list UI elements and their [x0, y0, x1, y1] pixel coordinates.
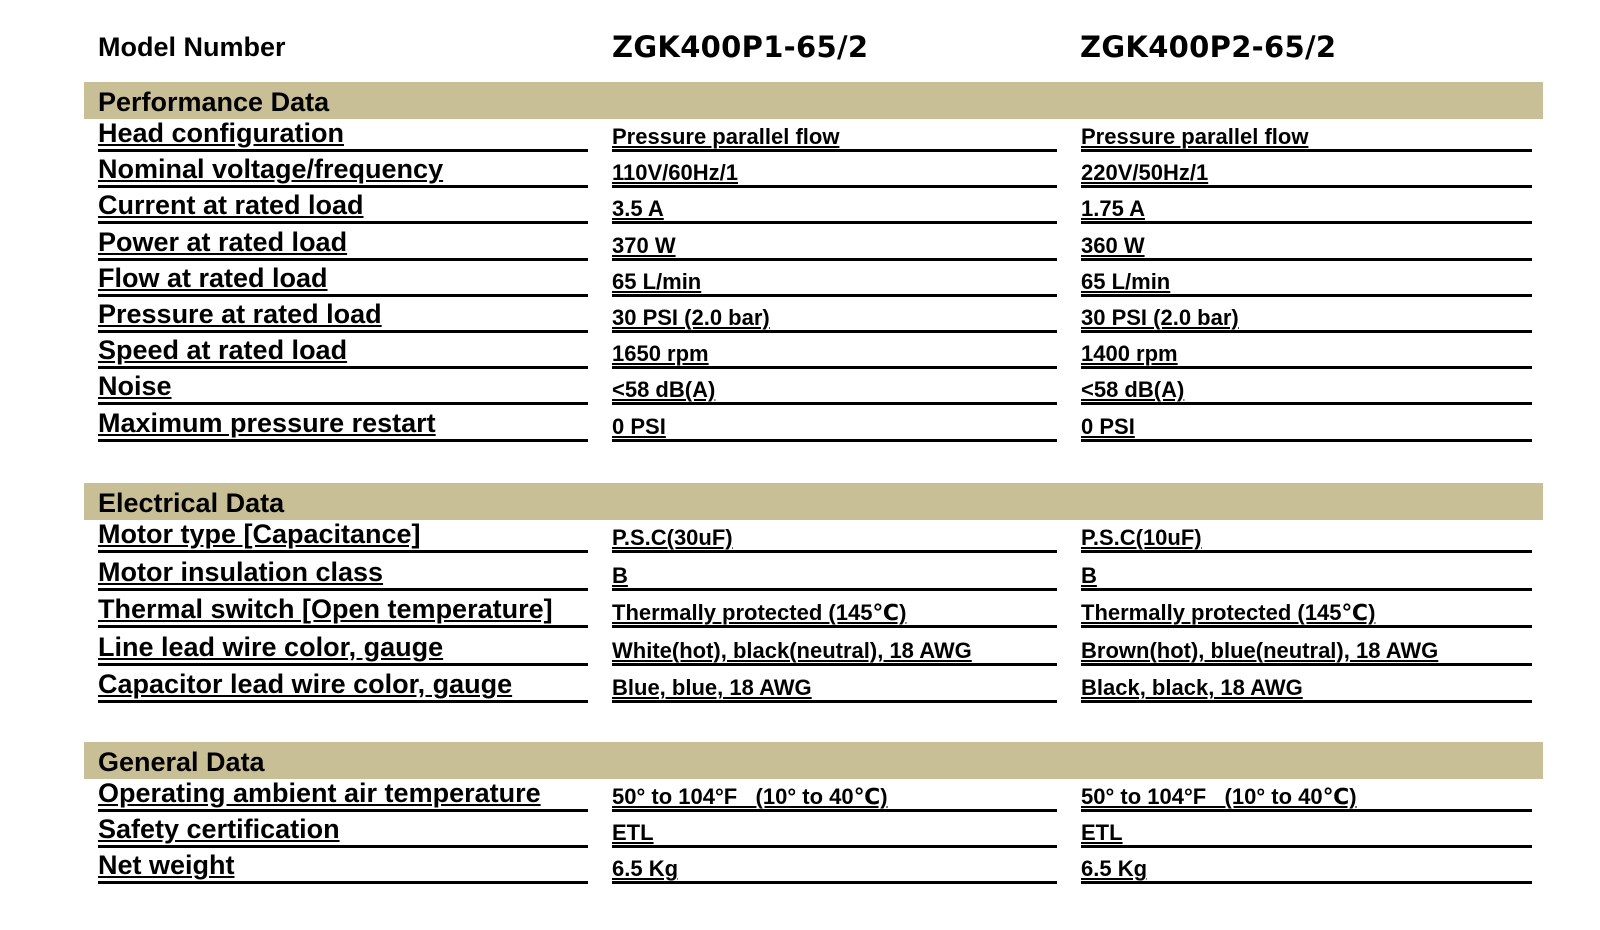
spec-value-text: 65 L/min [612, 268, 702, 294]
spec-value-text: Thermally protected (145℃) [612, 600, 907, 626]
spec-value-text: B [1081, 562, 1097, 588]
spec-label-text: Noise [98, 371, 172, 402]
spec-value-text: P.S.C(30uF) [612, 525, 733, 550]
spec-value-model-1 [612, 154, 1057, 188]
spec-value-model-1 [612, 594, 1057, 628]
section-title: Electrical Data [98, 488, 285, 518]
spec-value-model-2 [1081, 190, 1532, 224]
spec-label-text: Power at rated load [98, 226, 348, 257]
spec-value-model-2 [1081, 778, 1532, 812]
spec-label [98, 669, 588, 703]
spec-label-text: Flow at rated load [98, 262, 328, 293]
spec-row-thermal-switch-open-temperature [0, 595, 1600, 631]
spec-value-model-2 [1081, 814, 1532, 848]
spec-value-text: 65 L/min [1081, 268, 1171, 294]
spec-value-text: Thermally protected (145℃) [1081, 600, 1376, 626]
section-header-electrical-data [84, 483, 1543, 520]
spec-value-text: Pressure parallel flow [1081, 124, 1309, 149]
spec-value-text: Blue, blue, 18 AWG [612, 675, 812, 701]
spec-label-text: Net weight [98, 850, 235, 881]
spec-value-model-1 [612, 408, 1057, 442]
spec-label [98, 299, 588, 333]
spec-value-model-1 [612, 557, 1057, 591]
spec-value-model-1 [612, 814, 1057, 848]
spec-label [98, 632, 588, 666]
spec-label [98, 263, 588, 297]
spec-value-text: 360 W [1081, 232, 1145, 258]
model-column-2: ZGK400P2-65/2 [1080, 30, 1337, 64]
spec-row-speed-at-rated-load [0, 336, 1600, 372]
spec-value-text: 6.5 Kg [612, 856, 679, 882]
spec-label-text: Safety certification [98, 814, 340, 845]
spec-row-motor-type-capacitance [0, 520, 1600, 556]
spec-row-power-at-rated-load [0, 228, 1600, 264]
spec-value-text: 30 PSI (2.0 bar) [1081, 305, 1239, 330]
spec-value-text: 1650 rpm [612, 341, 709, 367]
spec-value-model-2 [1081, 154, 1532, 188]
spec-label-text: Pressure at rated load [98, 299, 382, 329]
spec-value-text: 6.5 Kg [1081, 856, 1148, 882]
spec-value-model-2 [1081, 299, 1532, 333]
spec-row-pressure-at-rated-load [0, 300, 1600, 336]
spec-label-text: Line lead wire color, gauge [98, 631, 444, 662]
spec-label [98, 118, 588, 152]
spec-value-text: 1.75 A [1081, 196, 1146, 222]
spec-value-model-2 [1081, 594, 1532, 628]
spec-row-capacitor-lead-wire-color-gauge [0, 670, 1600, 706]
spec-value-text: ETL [1081, 820, 1123, 846]
spec-value-model-2 [1081, 263, 1532, 297]
spec-value-model-1 [612, 371, 1057, 405]
spec-value-model-2 [1081, 632, 1532, 666]
spec-value-text: Pressure parallel flow [612, 124, 840, 149]
spec-value-model-2 [1081, 850, 1532, 884]
spec-row-noise [0, 372, 1600, 408]
spec-value-text: P.S.C(10uF) [1081, 525, 1202, 550]
spec-row-net-weight [0, 851, 1600, 887]
spec-value-model-2 [1081, 557, 1532, 591]
spec-label [98, 850, 588, 884]
section-title: General Data [98, 747, 265, 777]
spec-value-model-1 [612, 519, 1057, 553]
spec-label [98, 154, 588, 188]
spec-value-model-1 [612, 632, 1057, 666]
spec-label-text: Head configuration [98, 118, 345, 148]
spec-label [98, 778, 588, 812]
spec-row-line-lead-wire-color-gauge [0, 633, 1600, 669]
model-number-header [0, 28, 1600, 68]
spec-value-text: 0 PSI [612, 413, 666, 439]
spec-label [98, 335, 588, 369]
spec-label [98, 594, 588, 628]
spec-label [98, 371, 588, 405]
spec-value-model-1 [612, 190, 1057, 224]
spec-value-text: 50° to 104°F (10° to 40℃) [1081, 784, 1357, 809]
spec-value-model-2 [1081, 371, 1532, 405]
spec-label-text: Operating ambient air temperature [98, 778, 541, 808]
spec-label [98, 557, 588, 591]
spec-label-text: Capacitor lead wire color, gauge [98, 669, 513, 700]
section-header-general-data [84, 742, 1543, 779]
spec-value-model-1 [612, 850, 1057, 884]
spec-label [98, 519, 588, 553]
spec-value-model-2 [1081, 408, 1532, 442]
spec-value-text: Black, black, 18 AWG [1081, 675, 1303, 701]
spec-value-text: White(hot), black(neutral), 18 AWG [612, 637, 972, 663]
model-number-label: Model Number [98, 32, 286, 62]
spec-value-text: 220V/50Hz/1 [1081, 160, 1209, 186]
spec-value-model-1 [612, 335, 1057, 369]
spec-value-model-1 [612, 669, 1057, 703]
spec-label-text: Nominal voltage/frequency [98, 154, 444, 185]
spec-label-text: Maximum pressure restart [98, 407, 436, 438]
section-header-performance-data [84, 82, 1543, 119]
spec-label [98, 190, 588, 224]
spec-label-text: Motor type [Capacitance] [98, 519, 421, 549]
spec-row-current-at-rated-load [0, 191, 1600, 227]
spec-value-model-2 [1081, 227, 1532, 261]
spec-label [98, 408, 588, 442]
spec-row-motor-insulation-class [0, 558, 1600, 594]
spec-value-text: 30 PSI (2.0 bar) [612, 305, 770, 330]
spec-value-model-1 [612, 227, 1057, 261]
spec-value-model-1 [612, 299, 1057, 333]
spec-value-model-1 [612, 263, 1057, 297]
spec-label-text: Current at rated load [98, 190, 364, 221]
spec-value-model-1 [612, 118, 1057, 152]
spec-value-text: B [612, 562, 628, 588]
spec-value-text: <58 dB(A) [612, 377, 716, 403]
spec-value-text: <58 dB(A) [1081, 377, 1185, 403]
spec-label [98, 227, 588, 261]
spec-label-text: Speed at rated load [98, 335, 348, 366]
spec-value-text: 370 W [612, 232, 676, 258]
spec-row-safety-certification [0, 815, 1600, 851]
spec-value-model-2 [1081, 335, 1532, 369]
spec-label [98, 814, 588, 848]
spec-value-model-2 [1081, 519, 1532, 553]
spec-row-maximum-pressure-restart [0, 409, 1600, 445]
spec-label-text: Thermal switch [Open temperature] [98, 594, 553, 625]
spec-value-text: 0 PSI [1081, 413, 1135, 439]
spec-value-model-2 [1081, 118, 1532, 152]
spec-label-text: Motor insulation class [98, 556, 384, 587]
spec-value-model-2 [1081, 669, 1532, 703]
spec-value-text: ETL [612, 820, 654, 846]
spec-row-flow-at-rated-load [0, 264, 1600, 300]
spec-value-text: 50° to 104°F (10° to 40℃) [612, 784, 888, 809]
spec-value-model-1 [612, 778, 1057, 812]
section-title: Performance Data [98, 87, 330, 117]
model-column-1: ZGK400P1-65/2 [612, 30, 869, 64]
spec-value-text: Brown(hot), blue(neutral), 18 AWG [1081, 637, 1439, 663]
spec-row-head-configuration [0, 119, 1600, 155]
spec-row-nominal-voltage-frequency [0, 155, 1600, 191]
spec-row-operating-ambient-air-temperature [0, 779, 1600, 815]
spec-value-text: 3.5 A [612, 196, 664, 222]
spec-value-text: 110V/60Hz/1 [612, 160, 738, 186]
spec-value-text: 1400 rpm [1081, 341, 1178, 367]
